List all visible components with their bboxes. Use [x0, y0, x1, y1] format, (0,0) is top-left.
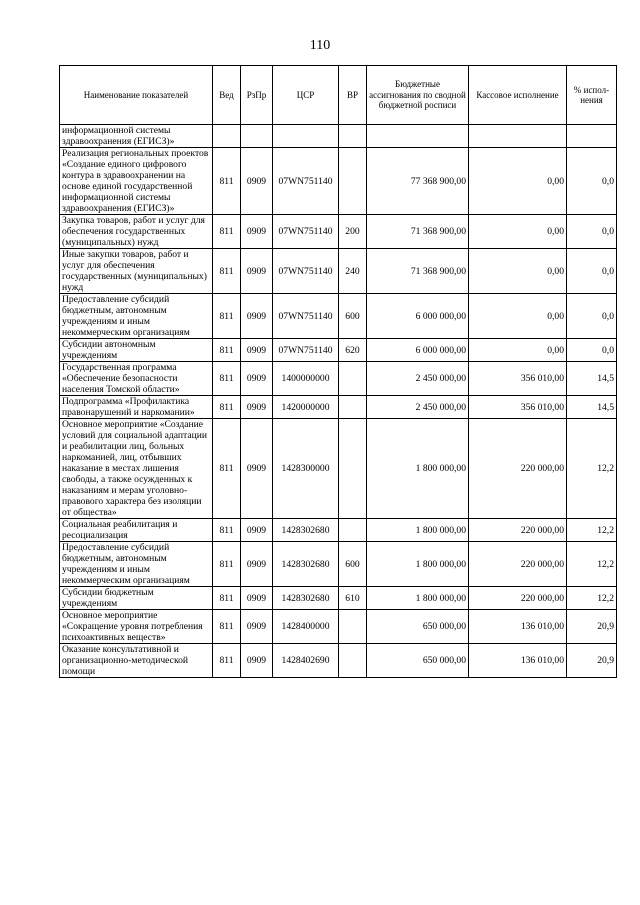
- cell-csr: 1428302680: [273, 587, 339, 610]
- cell-pct: 12,2: [567, 542, 617, 587]
- cell-name: Подпрограмма «Профилактика правонарушений и наркомании»: [60, 396, 213, 419]
- cell-name: Иные закупки товаров, работ и услуг для обеспечения государственных (муниципальных) нужд: [60, 249, 213, 294]
- table-row: [60, 339, 617, 362]
- cell-rzpr: [241, 125, 273, 148]
- table-row: [60, 294, 617, 339]
- cell-csr: 1428302680: [273, 519, 339, 542]
- cell-name: Реализация региональных проектов «Создание единого цифрового контура в здравоохранении на основе единой государственной информационной системы здравоохранения (ЕГИСЗ)»: [60, 148, 213, 215]
- cell-vr: 610: [339, 587, 367, 610]
- cell-name: Основное мероприятие «Сокращение уровня потребления психоактивных веществ»: [60, 610, 213, 644]
- cell-ved: 811: [213, 542, 241, 587]
- cell-budget: 650 000,00: [367, 644, 469, 678]
- cell-ved: 811: [213, 587, 241, 610]
- header-cash: Кассовое исполнение: [469, 66, 567, 125]
- cell-name: Субсидии автономным учреждениям: [60, 339, 213, 362]
- table-row: [60, 419, 617, 519]
- cell-rzpr: 0909: [241, 519, 273, 542]
- table-row: [60, 148, 617, 215]
- cell-cash: 356 010,00: [469, 362, 567, 396]
- cell-vr: [339, 419, 367, 519]
- cell-rzpr: 0909: [241, 610, 273, 644]
- cell-pct: 0,0: [567, 339, 617, 362]
- cell-vr: 200: [339, 215, 367, 249]
- cell-ved: 811: [213, 339, 241, 362]
- cell-budget: 77 368 900,00: [367, 148, 469, 215]
- cell-cash: 220 000,00: [469, 419, 567, 519]
- cell-ved: 811: [213, 610, 241, 644]
- cell-vr: 620: [339, 339, 367, 362]
- cell-pct: 14,5: [567, 396, 617, 419]
- cell-rzpr: 0909: [241, 396, 273, 419]
- cell-csr: 07WN751140: [273, 148, 339, 215]
- table-row: [60, 542, 617, 587]
- cell-pct: 12,2: [567, 419, 617, 519]
- cell-name: Субсидии бюджетным учреждениям: [60, 587, 213, 610]
- cell-rzpr: 0909: [241, 215, 273, 249]
- cell-csr: 07WN751140: [273, 339, 339, 362]
- cell-budget: 650 000,00: [367, 610, 469, 644]
- page-number: 110: [309, 38, 331, 53]
- cell-cash: 220 000,00: [469, 519, 567, 542]
- cell-budget: 2 450 000,00: [367, 396, 469, 419]
- cell-budget: 1 800 000,00: [367, 419, 469, 519]
- cell-rzpr: 0909: [241, 339, 273, 362]
- cell-vr: 240: [339, 249, 367, 294]
- cell-ved: 811: [213, 249, 241, 294]
- cell-pct: [567, 125, 617, 148]
- cell-ved: 811: [213, 362, 241, 396]
- cell-vr: [339, 610, 367, 644]
- cell-budget: 6 000 000,00: [367, 294, 469, 339]
- cell-csr: 1420000000: [273, 396, 339, 419]
- cell-cash: 220 000,00: [469, 587, 567, 610]
- cell-name: Оказание консультативной и организационно-методической помощи: [60, 644, 213, 678]
- table-row: [60, 396, 617, 419]
- cell-ved: 811: [213, 294, 241, 339]
- cell-pct: 12,2: [567, 519, 617, 542]
- table-row: [60, 362, 617, 396]
- cell-rzpr: 0909: [241, 419, 273, 519]
- table-row: [60, 125, 617, 148]
- cell-vr: [339, 644, 367, 678]
- cell-vr: [339, 519, 367, 542]
- cell-cash: 356 010,00: [469, 396, 567, 419]
- cell-ved: 811: [213, 215, 241, 249]
- cell-rzpr: 0909: [241, 148, 273, 215]
- table-row: [60, 519, 617, 542]
- table-row: [60, 610, 617, 644]
- cell-cash: 136 010,00: [469, 610, 567, 644]
- cell-cash: 0,00: [469, 294, 567, 339]
- cell-vr: [339, 125, 367, 148]
- cell-pct: 12,2: [567, 587, 617, 610]
- cell-ved: 811: [213, 644, 241, 678]
- cell-budget: 2 450 000,00: [367, 362, 469, 396]
- header-name: Наименование показателей: [60, 66, 213, 125]
- cell-pct: 0,0: [567, 148, 617, 215]
- cell-ved: 811: [213, 148, 241, 215]
- table-row: [60, 215, 617, 249]
- header-ved: Вед: [213, 66, 241, 125]
- cell-budget: 1 800 000,00: [367, 587, 469, 610]
- cell-pct: 0,0: [567, 215, 617, 249]
- cell-vr: [339, 148, 367, 215]
- cell-name: Закупка товаров, работ и услуг для обеспечения государственных (муниципальных) нужд: [60, 215, 213, 249]
- cell-rzpr: 0909: [241, 644, 273, 678]
- cell-rzpr: 0909: [241, 542, 273, 587]
- cell-vr: [339, 396, 367, 419]
- cell-ved: 811: [213, 419, 241, 519]
- cell-csr: 1428300000: [273, 419, 339, 519]
- header-csr: ЦСР: [273, 66, 339, 125]
- cell-ved: 811: [213, 519, 241, 542]
- cell-ved: 811: [213, 396, 241, 419]
- cell-pct: 14,5: [567, 362, 617, 396]
- cell-pct: 20,9: [567, 610, 617, 644]
- cell-rzpr: 0909: [241, 362, 273, 396]
- table-body: [60, 125, 617, 678]
- header-rzpr: РзПр: [241, 66, 273, 125]
- cell-budget: 71 368 900,00: [367, 215, 469, 249]
- cell-budget: 71 368 900,00: [367, 249, 469, 294]
- cell-csr: 1400000000: [273, 362, 339, 396]
- cell-budget: 1 800 000,00: [367, 542, 469, 587]
- cell-pct: 0,0: [567, 294, 617, 339]
- cell-csr: 1428302680: [273, 542, 339, 587]
- cell-pct: 0,0: [567, 249, 617, 294]
- cell-vr: 600: [339, 542, 367, 587]
- header-vr: ВР: [339, 66, 367, 125]
- cell-pct: 20,9: [567, 644, 617, 678]
- cell-name: Социальная реабилитация и ресоциализация: [60, 519, 213, 542]
- table-header-row: [60, 66, 617, 125]
- cell-vr: [339, 362, 367, 396]
- cell-cash: 136 010,00: [469, 644, 567, 678]
- cell-cash: 0,00: [469, 148, 567, 215]
- cell-budget: 1 800 000,00: [367, 519, 469, 542]
- cell-csr: 1428402690: [273, 644, 339, 678]
- cell-budget: [367, 125, 469, 148]
- budget-table: [59, 65, 617, 678]
- cell-rzpr: 0909: [241, 294, 273, 339]
- cell-budget: 6 000 000,00: [367, 339, 469, 362]
- cell-csr: 07WN751140: [273, 249, 339, 294]
- header-pct: % испол-нения: [567, 66, 617, 125]
- cell-rzpr: 0909: [241, 587, 273, 610]
- cell-cash: [469, 125, 567, 148]
- cell-name: Государственная программа «Обеспечение безопасности населения Томской области»: [60, 362, 213, 396]
- table-row: [60, 249, 617, 294]
- header-budget: Бюджетные ассигнования по сводной бюджетной росписи: [367, 66, 469, 125]
- table-row: [60, 644, 617, 678]
- cell-ved: [213, 125, 241, 148]
- cell-name: Основное мероприятие «Создание условий для социальной адаптации и реабилитации лиц, больных наркоманией, лиц, отбывших наказание в местах лишения свободы, а также осужденных к наказаниям и мерам уголовно-правового характера без изоляции от общества»: [60, 419, 213, 519]
- cell-csr: 1428400000: [273, 610, 339, 644]
- table-row: [60, 587, 617, 610]
- cell-csr: 07WN751140: [273, 215, 339, 249]
- cell-vr: 600: [339, 294, 367, 339]
- cell-name: Предоставление субсидий бюджетным, автономным учреждениям и иным некоммерческим организациям: [60, 542, 213, 587]
- cell-rzpr: 0909: [241, 249, 273, 294]
- cell-name: информационной системы здравоохранения (ЕГИСЗ)»: [60, 125, 213, 148]
- cell-cash: 220 000,00: [469, 542, 567, 587]
- cell-csr: [273, 125, 339, 148]
- cell-csr: 07WN751140: [273, 294, 339, 339]
- cell-cash: 0,00: [469, 249, 567, 294]
- cell-cash: 0,00: [469, 215, 567, 249]
- cell-name: Предоставление субсидий бюджетным, автономным учреждениям и иным некоммерческим организациям: [60, 294, 213, 339]
- cell-cash: 0,00: [469, 339, 567, 362]
